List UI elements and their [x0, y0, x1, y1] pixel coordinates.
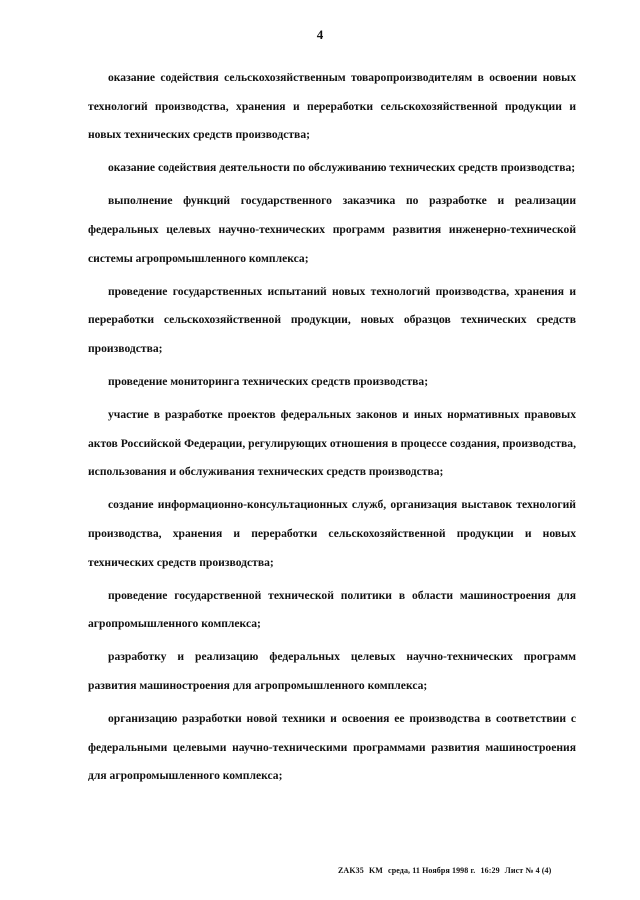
paragraph: организацию разработки новой техники и освоения ее производства в соответствии с федеральными целевыми научно-техническими программами развития машиностроения для агропромышленного комплекса; [88, 711, 576, 783]
footer-stamp [338, 866, 554, 875]
paragraph: участие в разработке проектов федеральных законов и иных нормативных правовых актов Российской Федерации, регулирующих отношения в процессе создания, производства, использования и обслуживания технических средств производства; [88, 408, 576, 479]
paragraph: проведение государственных испытаний новых технологий производства, хранения и переработки сельскохозяйственной продукции, новых образцов технических средств производства; [88, 284, 576, 355]
footer-time: 16:29 [480, 866, 500, 875]
footer-date: среда, 11 Ноября 1998 г. [388, 866, 476, 875]
paragraph: проведение мониторинга технических средств производства; [108, 374, 429, 388]
footer-code: ZAK35 [338, 866, 364, 875]
page-number: 4 [316, 27, 324, 42]
paragraph: проведение государственной технической политики в области машиностроения для агропромышленного комплекса; [88, 588, 576, 631]
footer-sheet: Лист № 4 (4) [504, 866, 552, 875]
paragraph: оказание содействия сельскохозяйственным товаропроизводителям в освоении новых технологий производства, хранения и переработки сельскохозяйственной продукции и новых технических средств производства; [88, 71, 576, 142]
paragraph: выполнение функций государственного заказчика по разработке и реализации федеральных целевых научно-технических программ развития инженерно-технической системы агропромышленного комплекса; [88, 194, 576, 265]
paragraph: создание информационно-консультационных служб, организация выставок технологий производства, хранения и переработки сельскохозяйственной продукции и новых технических средств производства; [88, 498, 576, 569]
document-body [88, 64, 576, 795]
paragraph: разработку и реализацию федеральных целевых научно-технических программ развития машиностроения для агропромышленного комплекса; [88, 650, 576, 692]
footer-author: KM [368, 866, 383, 875]
paragraph: оказание содействия деятельности по обслуживанию технических средств производства; [108, 161, 576, 175]
